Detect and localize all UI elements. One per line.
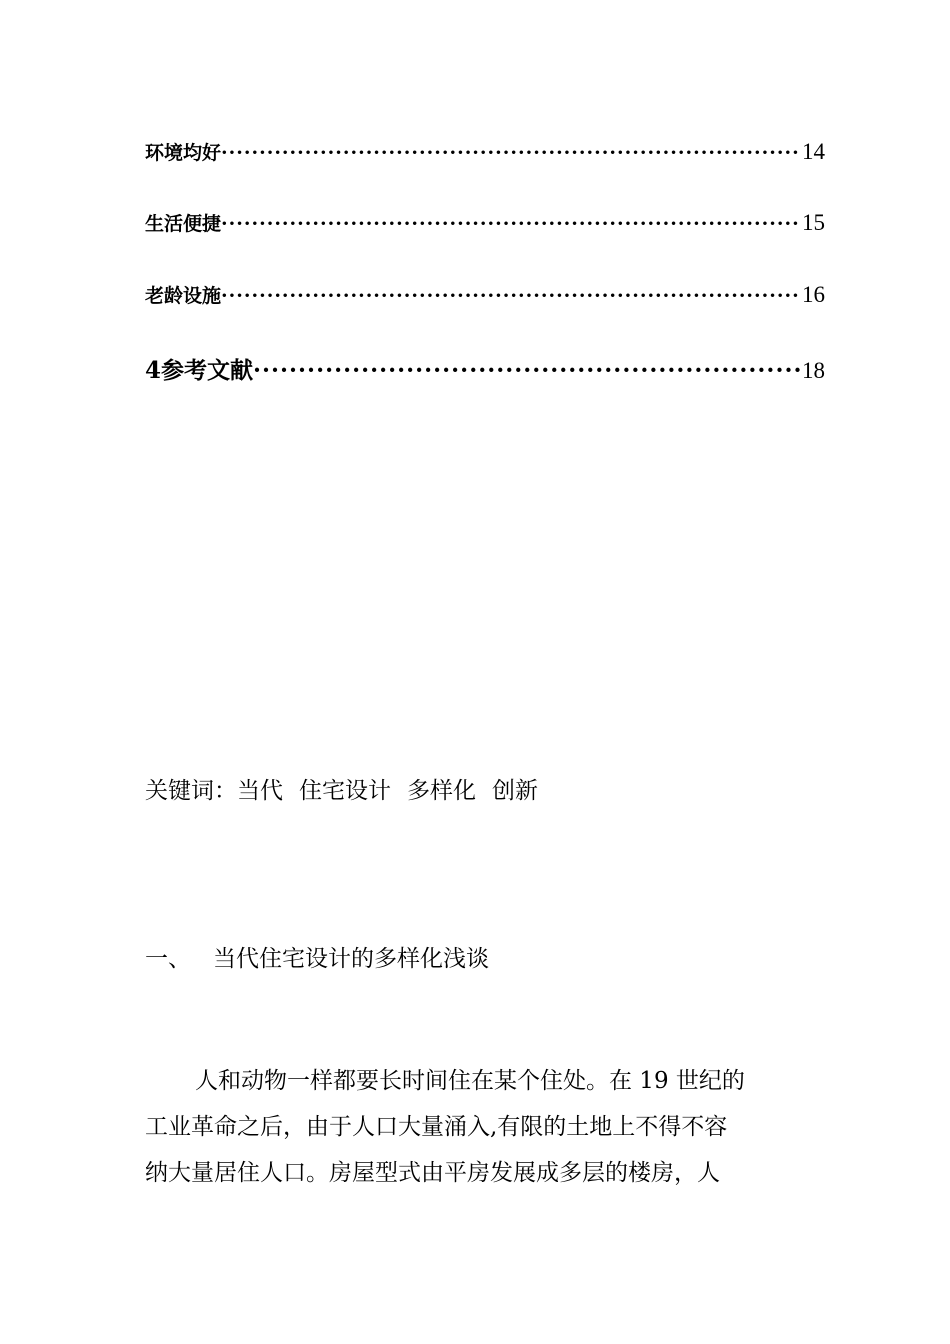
toc-entry-page: 15 (802, 210, 825, 235)
keywords-label: 关键词： (145, 778, 237, 804)
keyword-item: 住宅设计 (299, 778, 391, 804)
keyword-item: 当代 (237, 778, 283, 804)
toc-leader-dots (221, 285, 800, 307)
toc-entry[interactable] (145, 209, 825, 236)
toc-entry-title: 生活便捷 (145, 213, 222, 235)
toc-leader-dots (253, 357, 800, 384)
keywords-line (145, 772, 554, 805)
toc-entry-page: 16 (802, 282, 825, 307)
section-title: 当代住宅设计的多样化浅谈 (213, 946, 489, 972)
toc-entry[interactable] (145, 138, 825, 165)
section-number: 一、 (145, 946, 191, 972)
toc-entry-page: 14 (802, 139, 825, 164)
toc-entry-title: 4参考文献 (145, 357, 254, 384)
toc-entry[interactable] (145, 281, 825, 308)
toc-entry-page: 18 (802, 358, 825, 383)
toc-entry[interactable] (145, 352, 825, 385)
toc-leader-dots (221, 142, 800, 164)
keyword-item: 创新 (492, 778, 538, 804)
toc-leader-dots (221, 213, 800, 235)
toc-entry-title: 环境均好 (145, 142, 222, 164)
paragraph-line: 工业革命之后，由于人口大量涌入,有限的土地上不得不容 (145, 1114, 728, 1140)
paragraph-line: 纳大量居住人口。房屋型式由平房发展成多层的楼房，人 (145, 1160, 720, 1186)
toc-entry-title: 老龄设施 (145, 285, 222, 307)
body-paragraph (145, 1058, 805, 1196)
keyword-item: 多样化 (407, 778, 476, 804)
paragraph-line: 人和动物一样都要长时间住在某个住处。在 19 世纪的 (195, 1068, 745, 1094)
section-heading (145, 940, 489, 973)
